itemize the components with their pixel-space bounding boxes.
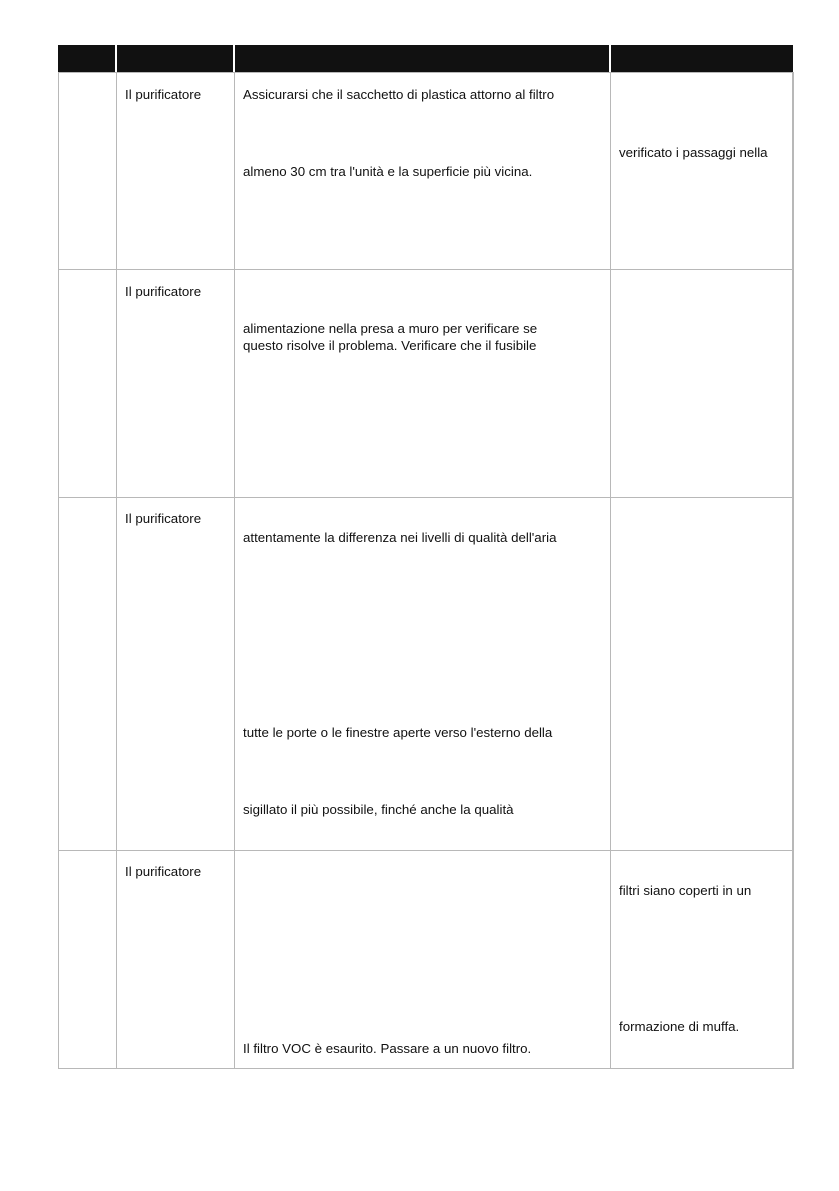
- row2-col0: [58, 269, 117, 498]
- row2-col3: [610, 269, 794, 498]
- row4-note-line-2: formazione di muffa.: [619, 1019, 740, 1034]
- row3-solution-line-3: sigillato il più possibile, finché anche la qualità: [243, 802, 514, 817]
- row2-col2: [234, 269, 611, 498]
- row3-col3: [610, 497, 794, 851]
- row1-solution-line-1: Assicurarsi che il sacchetto di plastica attorno al filtro: [243, 87, 555, 102]
- row1-solution-line-2: almeno 30 cm tra l'unità e la superficie più vicina.: [243, 164, 533, 179]
- row3-col0: [58, 497, 117, 851]
- row1-note-line-1: verificato i passaggi nella: [619, 145, 768, 160]
- troubleshooting-table: [58, 45, 793, 1069]
- row3-device-label: Il purificatore: [125, 511, 202, 526]
- header-cell-2: [117, 45, 233, 72]
- row3-solution-line-2: tutte le porte o le finestre aperte verso l'esterno della: [243, 725, 553, 740]
- row3-col1: [116, 497, 235, 851]
- row3-solution-line-1: attentamente la differenza nei livelli di qualità dell'aria: [243, 530, 557, 545]
- table-row-3: [58, 497, 793, 851]
- table-row-1: [58, 72, 793, 270]
- row4-solution-line-1: Il filtro VOC è esaurito. Passare a un nuovo filtro.: [243, 1041, 532, 1056]
- header-cell-4: [611, 45, 793, 72]
- table-row-4: [58, 850, 793, 1069]
- row4-device-label: Il purificatore: [125, 864, 202, 879]
- row4-col2: [234, 850, 611, 1069]
- row1-device-label: Il purificatore: [125, 87, 202, 102]
- row4-col0: [58, 850, 117, 1069]
- row4-note-line-1: filtri siano coperti in un: [619, 883, 752, 898]
- row1-col0: [58, 72, 117, 270]
- table-row-2: [58, 269, 793, 498]
- row2-solution-line-2: questo risolve il problema. Verificare che il fusibile: [243, 338, 537, 353]
- header-cell-3: [235, 45, 609, 72]
- row3-col2: [234, 497, 611, 851]
- row2-col1: [116, 269, 235, 498]
- row1-col3: [610, 72, 794, 270]
- row2-solution-line-1: alimentazione nella presa a muro per verificare se: [243, 321, 538, 336]
- header-cell-1: [58, 45, 115, 72]
- row2-device-label: Il purificatore: [125, 284, 202, 299]
- row4-col1: [116, 850, 235, 1069]
